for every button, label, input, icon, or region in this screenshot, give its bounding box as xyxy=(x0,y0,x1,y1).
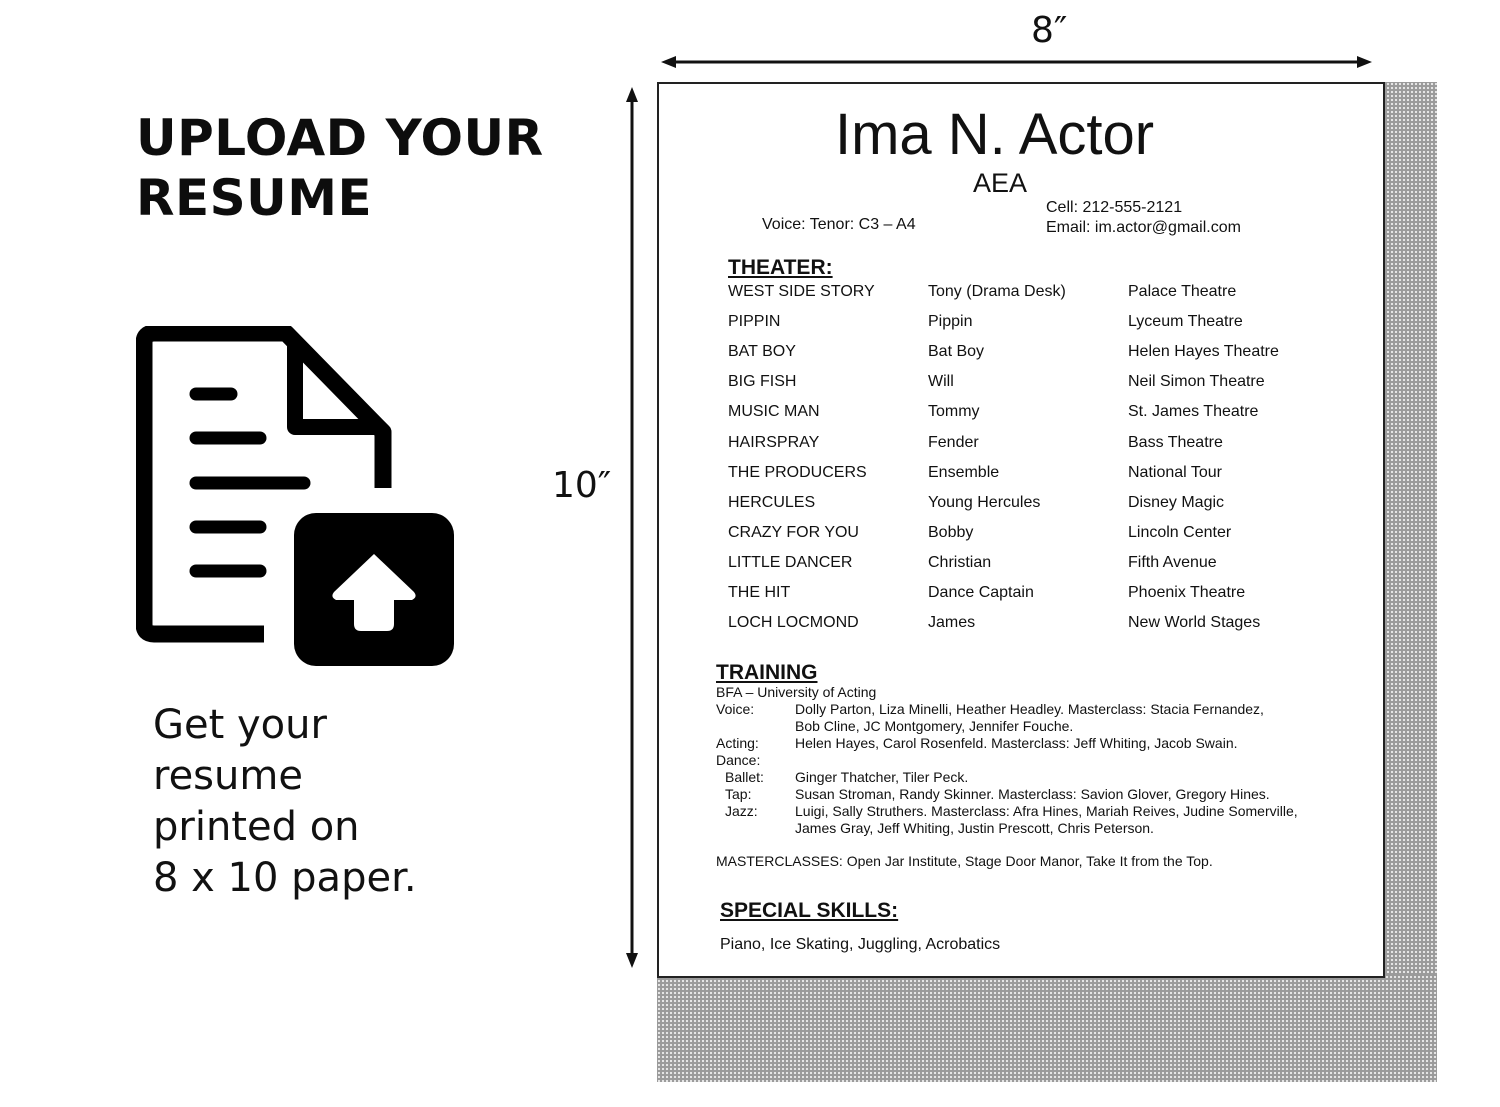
theater-show: HAIRSPRAY xyxy=(728,433,820,451)
training-degree: BFA – University of Acting xyxy=(716,684,877,700)
training-heading: TRAINING xyxy=(716,661,818,684)
training-label: Acting: xyxy=(716,735,759,751)
document-upload-icon xyxy=(136,326,458,670)
resume-name: Ima N. Actor xyxy=(835,102,1155,167)
theater-role: Pippin xyxy=(928,313,973,331)
training-row xyxy=(716,701,1298,718)
theater-role: Bat Boy xyxy=(928,343,985,361)
theater-role: Bobby xyxy=(928,523,974,541)
theater-venue: Phoenix Theatre xyxy=(1128,583,1246,601)
theater-row xyxy=(728,578,1348,608)
width-arrow xyxy=(661,56,1372,68)
caption-line: printed on xyxy=(153,804,360,850)
width-label: 8″ xyxy=(1031,10,1068,51)
training-label: Jazz: xyxy=(725,803,758,819)
training-label: Voice: xyxy=(716,701,755,717)
theater-row xyxy=(728,518,1348,548)
theater-venue: Palace Theatre xyxy=(1128,283,1237,301)
training-text: Helen Hayes, Carol Rosenfeld. Masterclass: Jeff Whiting, Jacob Swain. xyxy=(795,735,1238,751)
theater-venue: Lincoln Center xyxy=(1128,523,1232,541)
theater-role: Dance Captain xyxy=(928,583,1034,601)
headline-line: RESUME xyxy=(136,169,373,227)
caption-line: resume xyxy=(153,753,303,799)
theater-venue: Neil Simon Theatre xyxy=(1128,373,1265,391)
training-label: Ballet: xyxy=(725,769,764,785)
paper-shadow xyxy=(657,975,1437,1082)
caption-line: Get your xyxy=(153,702,327,748)
training-label xyxy=(716,820,795,837)
theater-row xyxy=(728,488,1348,518)
training-text: James Gray, Jeff Whiting, Justin Prescott, Chris Peterson. xyxy=(795,820,1154,836)
resume-cell: Cell: 212-555-2121 xyxy=(1046,199,1183,216)
theater-venue: Disney Magic xyxy=(1128,493,1225,511)
training-label: Dance: xyxy=(716,752,761,768)
theater-show: LOCH LOCMOND xyxy=(728,614,859,632)
special-skills-heading: SPECIAL SKILLS: xyxy=(720,899,899,922)
resume-email: Email: im.actor@gmail.com xyxy=(1046,219,1241,236)
theater-show: PIPPIN xyxy=(728,313,781,331)
theater-table xyxy=(728,277,1348,638)
theater-show: CRAZY FOR YOU xyxy=(728,523,859,541)
theater-role: James xyxy=(928,614,976,632)
theater-role: Christian xyxy=(928,553,992,571)
headline xyxy=(136,108,544,228)
training-row xyxy=(716,820,1298,837)
training-text: Dolly Parton, Liza Minelli, Heather Headley. Masterclass: Stacia Fernandez, xyxy=(795,701,1264,717)
resume-voice: Voice: Tenor: C3 – A4 xyxy=(762,216,916,233)
training-row xyxy=(716,718,1298,735)
training-row xyxy=(716,684,1298,701)
theater-role: Fender xyxy=(928,433,979,451)
caption xyxy=(153,700,417,904)
theater-heading: THEATER: xyxy=(728,256,833,279)
theater-show: BAT BOY xyxy=(728,343,796,361)
theater-row xyxy=(728,458,1348,488)
theater-venue: New World Stages xyxy=(1128,614,1261,632)
theater-venue: Fifth Avenue xyxy=(1128,553,1217,571)
theater-row xyxy=(728,337,1348,367)
training-row xyxy=(716,735,1298,752)
theater-venue: Bass Theatre xyxy=(1128,433,1223,451)
theater-row xyxy=(728,548,1348,578)
theater-row xyxy=(728,307,1348,337)
masterclasses-line: MASTERCLASSES: Open Jar Institute, Stage Door Manor, Take It from the Top. xyxy=(716,853,1213,869)
theater-role: Tommy xyxy=(928,403,980,421)
training-row xyxy=(716,786,1298,803)
theater-role: Ensemble xyxy=(928,463,1000,481)
theater-show: THE PRODUCERS xyxy=(728,463,867,481)
headline-line: UPLOAD YOUR xyxy=(136,109,544,167)
theater-show: MUSIC MAN xyxy=(728,403,820,421)
training-text: Ginger Thatcher, Tiler Peck. xyxy=(795,769,969,785)
theater-role: Will xyxy=(928,373,954,391)
paper-shadow xyxy=(1382,82,1437,1082)
theater-show: LITTLE DANCER xyxy=(728,553,853,571)
training-text: Susan Stroman, Randy Skinner. Masterclass: Savion Glover, Gregory Hines. xyxy=(795,786,1270,802)
theater-role: Tony (Drama Desk) xyxy=(928,283,1066,301)
theater-row xyxy=(728,397,1348,427)
theater-venue: Lyceum Theatre xyxy=(1128,313,1243,331)
theater-show: WEST SIDE STORY xyxy=(728,283,875,301)
theater-row xyxy=(728,608,1348,638)
training-label xyxy=(716,718,795,735)
training-row xyxy=(716,752,1298,769)
theater-show: HERCULES xyxy=(728,493,816,511)
theater-row xyxy=(728,427,1348,457)
caption-line: 8 x 10 paper. xyxy=(153,855,417,901)
height-label: 10″ xyxy=(552,465,612,506)
training-text: Bob Cline, JC Montgomery, Jennifer Fouche. xyxy=(795,718,1074,734)
training-row xyxy=(716,803,1298,820)
theater-venue: Helen Hayes Theatre xyxy=(1128,343,1279,361)
theater-venue: National Tour xyxy=(1128,463,1222,481)
theater-row xyxy=(728,367,1348,397)
training-block xyxy=(716,684,1298,837)
resume-union: AEA xyxy=(973,168,1028,198)
theater-show: BIG FISH xyxy=(728,373,797,391)
training-row xyxy=(716,769,1298,786)
training-label: Tap: xyxy=(725,786,752,802)
training-text: Luigi, Sally Struthers. Masterclass: Afra Hines, Mariah Reives, Judine Somerville, xyxy=(795,803,1298,819)
theater-show: THE HIT xyxy=(728,583,791,601)
theater-row xyxy=(728,277,1348,307)
theater-venue: St. James Theatre xyxy=(1128,403,1259,421)
special-skills-text: Piano, Ice Skating, Juggling, Acrobatics xyxy=(720,936,1001,953)
theater-role: Young Hercules xyxy=(928,493,1041,511)
height-arrow xyxy=(626,87,638,968)
